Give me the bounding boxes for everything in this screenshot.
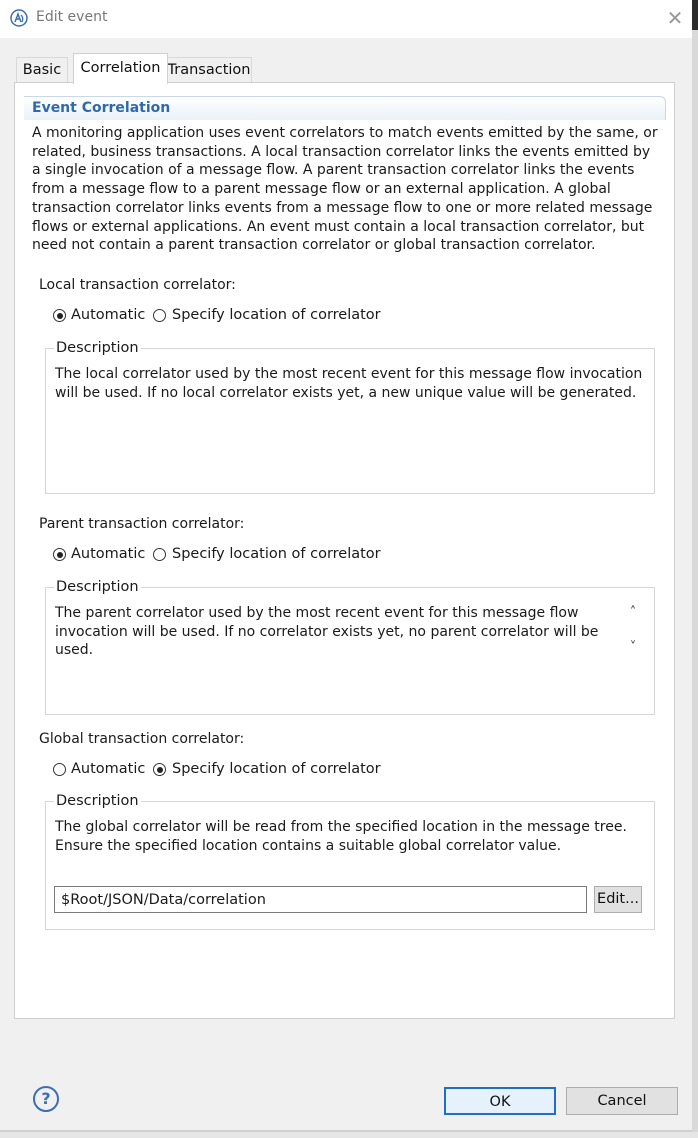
local-specify-radio[interactable] [153,309,166,322]
global-correlator-label: Global transaction correlator: [39,731,245,747]
window-title: Edit event [36,9,108,25]
scroll-up-icon[interactable]: ˄ [629,605,637,620]
cancel-button[interactable]: Cancel [566,1087,678,1115]
tab-correlation[interactable]: Correlation [73,53,168,84]
section-title: Event Correlation [32,100,171,116]
ok-button[interactable]: OK [444,1087,556,1115]
close-icon[interactable]: ✕ [666,6,684,30]
window-bottom-edge [0,1132,698,1138]
parent-correlator-label: Parent transaction correlator: [39,516,245,532]
parent-description-text: The parent correlator used by the most recent event for this message flow invocation will be used. If no correlator exists yet, no parent correlator will be used. [55,605,599,659]
local-description-legend: Description [56,340,139,356]
local-description-text: The local correlator used by the most recent event for this message flow invocation will be used. If no local correlator exists yet, a new unique value will be generated. [55,366,643,401]
section-intro: A monitoring application uses event correlators to match events emitted by the same, or related, business transactions. A local transaction correlator links the events emitted by a single invocation of a message flow. A parent transaction correlator links the events from a message flow to a parent message flow or an external application. A global transaction correlator links events from a message flow to one or more related message flows or external applications. An event must contain a local transaction correlator, but need not contain a parent transaction correlator or global transaction correlator. [32,125,658,254]
parent-specify-radio[interactable] [153,548,166,561]
parent-automatic-radio[interactable] [53,548,66,561]
global-automatic-label[interactable]: Automatic [71,761,146,777]
local-specify-label[interactable]: Specify location of correlator [172,307,381,323]
local-automatic-label[interactable]: Automatic [71,307,146,323]
scroll-down-icon[interactable]: ˅ [629,640,637,655]
global-specify-label[interactable]: Specify location of correlator [172,761,381,777]
parent-specify-label[interactable]: Specify location of correlator [172,546,381,562]
help-icon[interactable]: ? [33,1086,59,1112]
edit-button[interactable]: Edit... [594,886,642,913]
tab-transaction[interactable]: Transaction [166,57,252,83]
ace-toolkit-icon [10,9,28,27]
global-specify-radio[interactable] [153,763,166,776]
global-description-text: The global correlator will be read from the specified location in the message tree. Ensure the specified location contains a suitable global correlator value. [55,819,627,854]
window-right-edge [692,0,698,1138]
parent-automatic-label[interactable]: Automatic [71,546,146,562]
tab-basic[interactable]: Basic [16,57,68,83]
local-automatic-radio[interactable] [53,309,66,322]
local-correlator-label: Local transaction correlator: [39,277,236,293]
global-automatic-radio[interactable] [53,763,66,776]
global-description-legend: Description [56,793,139,809]
window-right-edge-dark [692,0,698,30]
parent-description-legend: Description [56,579,139,595]
correlator-location-input[interactable]: $Root/JSON/Data/correlation [54,886,587,913]
